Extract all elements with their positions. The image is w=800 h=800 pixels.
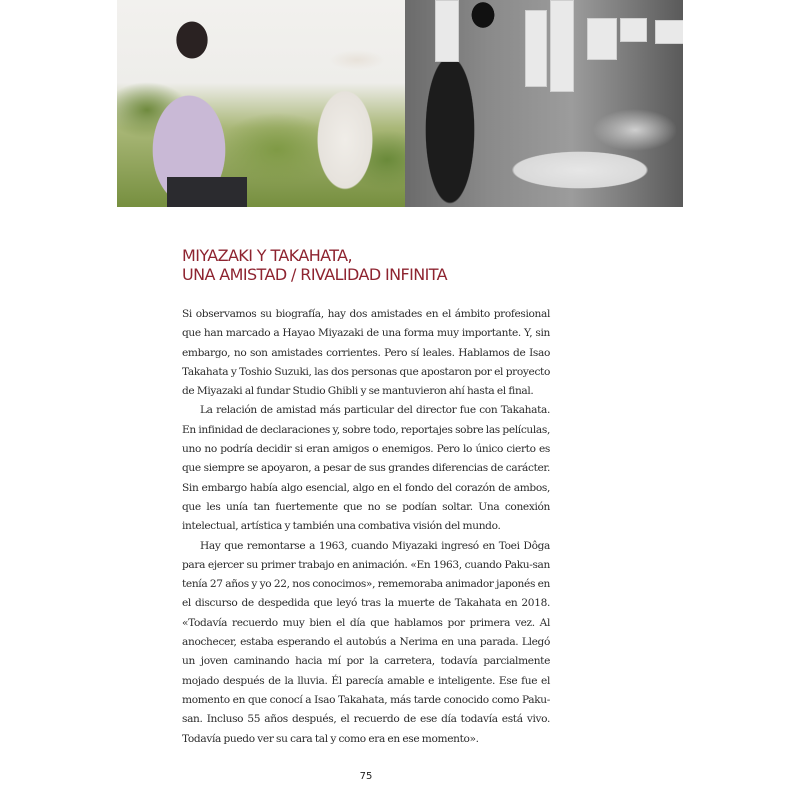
pinned-drawing <box>525 10 547 87</box>
photo-detail <box>167 177 247 207</box>
photo-strip <box>117 0 683 207</box>
article-title <box>182 246 550 284</box>
paragraph-1: Si observamos su biografía, hay dos amistades en el ámbito profesional que han marcado a Hayao Miyazaki de una forma muy importante. Y, sin embargo, no son amistades corrientes. Pero sí leales. Hablamos de Isao Takahata y Toshio Suzuki, las dos personas que apostaron por el proyecto de Miyazaki al fundar Studio Ghibli y se mantuvieron ahí hasta el final. <box>182 308 550 398</box>
paragraph-2: La relación de amistad más particular del director fue con Takahata. En infinidad de declaraciones y, sobre todo, reportajes sobre las películas, uno no podría decidir si eran amigos o enemigos. Pero lo único cierto es que siempre se apoyaron, a pesar de sus grandes diferencias de carácter. Sin embargo había algo esencial, algo en el fondo del corazón de ambos, que les unía tan fuertemente que no se podían soltar. Una conexión intelectual, artística y también una combativa visión del mundo. <box>182 404 550 533</box>
article-title-line-2: UNA AMISTAD / RIVALIDAD INFINITA <box>182 265 447 284</box>
article-body <box>182 305 550 749</box>
pinned-drawing <box>550 0 574 92</box>
paragraph-3: Hay que remontarse a 1963, cuando Miyazaki ingresó en Toei Dôga para ejercer su primer trabajo en animación. «En 1963, cuando Paku-san tenía 27 años y yo 22, nos conocimos», rememoraba animador japonés en el discurso de despedida que leyó tras la muerte de Takahata en 2018. «Todavía recuerdo muy bien el día que hablamos por primera vez. Al anochecer, estaba esperando el autobús a Nerima en una parada. Llegó un joven caminando hacia mí por la carretera, todavía parcialmente mojado después de la lluvia. Él parecía amable e inteligente. Ese fue el momento en que conocí a Isao Takahata, más tarde conocido como Paku-san. Incluso 55 años después, el recuerdo de ese día todavía está vivo. Todavía puedo ver su cara tal y como era en ese momento». <box>182 539 550 745</box>
article-title-line-1: MIYAZAKI Y TAKAHATA, <box>182 246 352 265</box>
photo-miyazaki-takahata-outdoors <box>117 0 405 207</box>
pinned-drawing <box>435 0 459 62</box>
photo-studio-black-and-white <box>405 0 683 207</box>
article <box>182 246 550 799</box>
pinned-drawing <box>655 20 683 44</box>
pinned-drawing <box>620 18 647 42</box>
page-number: 75 <box>359 770 373 782</box>
pinned-drawing <box>587 18 617 60</box>
